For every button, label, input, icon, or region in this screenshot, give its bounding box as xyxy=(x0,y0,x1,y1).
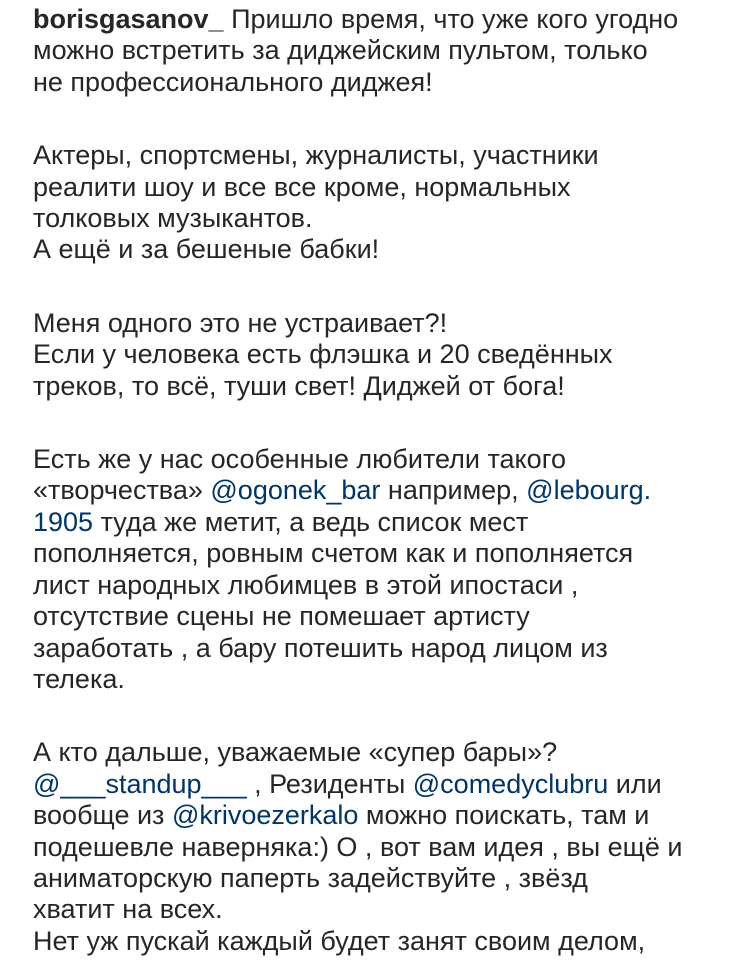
caption-line: реалити шоу и все все кроме, нормальных xyxy=(33,171,571,202)
post-caption xyxy=(33,4,738,957)
caption-line: Меня одного это не устраивает?! xyxy=(33,307,448,338)
caption-line: подешевле наверняка:) О , вот вам идея , вы ещё и xyxy=(33,831,683,862)
caption-paragraph-3 xyxy=(33,308,738,402)
caption-text: можно поискать, там и xyxy=(358,800,650,831)
mention-link-ogonek-bar[interactable]: @ogonek_bar xyxy=(210,475,381,506)
caption-line: отсутствие сцены не помешает артисту xyxy=(33,601,530,632)
caption-text: «творчества» xyxy=(33,475,211,506)
caption-paragraph-2 xyxy=(33,140,738,266)
caption-line: заработать , а бару потешить народ лицом из xyxy=(33,632,608,663)
caption-line: аниматорскую паперть задействуйте , звёзд xyxy=(33,862,588,893)
caption-line: Есть же у нас особенные любители такого xyxy=(33,444,566,475)
caption-line: Если у человека есть флэшка и 20 сведённых xyxy=(33,339,613,370)
caption-text: туда же метит, а ведь список мест xyxy=(93,506,529,537)
caption-line: хватит на всех. xyxy=(33,894,223,925)
caption-text: например, xyxy=(380,475,527,506)
caption-line xyxy=(33,4,738,35)
mention-link-krivoezerkalo[interactable]: @krivoezerkalo xyxy=(171,800,359,831)
mention-link-comedyclubru[interactable]: @comedyclubru xyxy=(412,768,609,799)
caption-line: пополняется, ровным счетом как и пополняется xyxy=(33,538,634,569)
caption-line: треков, то всё, туши свет! Диджей от бога! xyxy=(33,370,565,401)
caption-line: лист народных любимцев в этой ипостаси , xyxy=(33,569,579,600)
caption-paragraph-1 xyxy=(33,4,738,98)
caption-line: Нет уж пускай каждый будет занят своим делом, xyxy=(33,925,646,956)
caption-line xyxy=(33,769,738,800)
paragraph-gap xyxy=(33,98,738,140)
caption-text: Пришло время, что уже кого угодно xyxy=(223,4,679,34)
caption-line xyxy=(33,800,738,831)
mention-link-lebourg-part2[interactable]: 1905 xyxy=(33,506,94,537)
caption-line xyxy=(33,507,738,538)
username-link[interactable]: borisgasanov_ xyxy=(33,4,224,34)
paragraph-gap xyxy=(33,266,738,308)
mention-link-standup[interactable]: @___standup___ xyxy=(33,768,247,799)
caption-line: можно встретить за диджейским пультом, только xyxy=(33,35,648,66)
paragraph-gap xyxy=(33,402,738,444)
caption-line: А ещё и за бешеные бабки! xyxy=(33,234,380,265)
caption-line: не профессионального диджея! xyxy=(33,66,433,97)
mention-link-lebourg-part1[interactable]: @lebourg. xyxy=(526,475,652,506)
caption-text: вообще из xyxy=(33,800,172,831)
caption-line: А кто дальше, уважаемые «супер бары»? xyxy=(33,737,558,768)
paragraph-gap xyxy=(33,695,738,737)
caption-paragraph-5 xyxy=(33,737,738,957)
caption-line: Актеры, спортсмены, журналисты, участники xyxy=(33,140,599,171)
caption-line: телека. xyxy=(33,663,125,694)
caption-text: , Резиденты xyxy=(246,768,413,799)
caption-line: толковых музыкантов. xyxy=(33,203,313,234)
caption-line xyxy=(33,475,738,506)
caption-paragraph-4 xyxy=(33,444,738,695)
caption-text: или xyxy=(608,768,662,799)
